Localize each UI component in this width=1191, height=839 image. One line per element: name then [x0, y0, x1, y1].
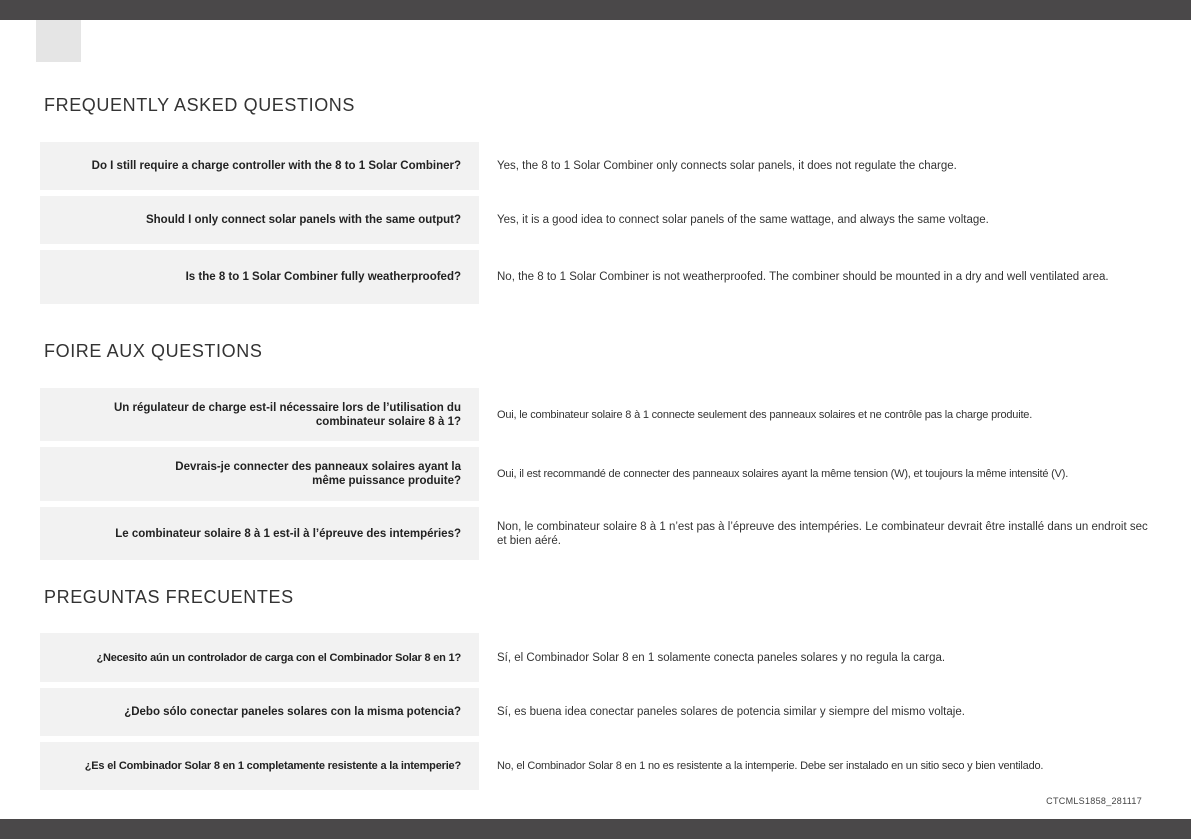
- faq-item: [40, 388, 1160, 441]
- bottom-bar: [0, 819, 1191, 839]
- faq-item: [40, 633, 1160, 682]
- faq-answer: No, el Combinador Solar 8 en 1 no es resistente a la intemperie. Debe ser instalado en un sitio seco y bien ventilado.: [497, 760, 1044, 772]
- faq-question: Un régulateur de charge est-il nécessaire lors de l’utilisation du combinateur solaire 8 à 1?: [40, 388, 479, 441]
- faq-item: [40, 196, 1160, 244]
- section-title-fr: FOIRE AUX QUESTIONS: [44, 341, 263, 361]
- faq-item: [40, 447, 1160, 501]
- faq-answer: Yes, it is a good idea to connect solar panels of the same wattage, and always the same voltage.: [497, 214, 989, 226]
- faq-item: [40, 507, 1160, 560]
- faq-answer: Sí, es buena idea conectar paneles solares de potencia similar y siempre del mismo voltaje.: [497, 706, 965, 718]
- faq-question: Devrais-je connecter des panneaux solaires ayant la même puissance produite?: [40, 447, 479, 501]
- faq-item: [40, 742, 1160, 790]
- faq-question: ¿Es el Combinador Solar 8 en 1 completamente resistente a la intemperie?: [40, 742, 479, 790]
- faq-question: Do I still require a charge controller with the 8 to 1 Solar Combiner?: [40, 142, 479, 190]
- faq-answer: Sí, el Combinador Solar 8 en 1 solamente conecta paneles solares y no regula la carga.: [497, 651, 946, 664]
- faq-answer: Oui, le combinateur solaire 8 à 1 connecte seulement des panneaux solaires et ne contrôle pas la charge produite.: [497, 408, 1033, 421]
- faq-item: [40, 142, 1160, 190]
- faq-question: Is the 8 to 1 Solar Combiner fully weatherproofed?: [40, 250, 479, 304]
- faq-answer: No, the 8 to 1 Solar Combiner is not weatherproofed. The combiner should be mounted in a dry and well ventilated area.: [497, 271, 1109, 283]
- faq-question: ¿Necesito aún un controlador de carga con el Combinador Solar 8 en 1?: [40, 633, 479, 682]
- faq-question: Le combinateur solaire 8 à 1 est-il à l’épreuve des intempéries?: [40, 507, 479, 560]
- faq-item: [40, 250, 1160, 304]
- document-code: CTCMLS1858_281117: [1046, 796, 1142, 806]
- faq-question: Should I only connect solar panels with the same output?: [40, 196, 479, 244]
- faq-answer: Oui, il est recommandé de connecter des panneaux solaires ayant la même tension (W), et toujours la même intensité (V).: [497, 468, 1069, 480]
- section-title-es: PREGUNTAS FRECUENTES: [44, 587, 294, 607]
- faq-answer: Non, le combinateur solaire 8 à 1 n’est pas à l’épreuve des intempéries. Le combinateur devrait être installé dans un endroit sec et bien aéré.: [497, 520, 1148, 547]
- faq-answer: Yes, the 8 to 1 Solar Combiner only connects solar panels, it does not regulate the charge.: [497, 160, 957, 172]
- top-bar: [0, 0, 1191, 20]
- page-tab: [36, 20, 81, 62]
- faq-question: ¿Debo sólo conectar paneles solares con la misma potencia?: [40, 688, 479, 736]
- section-title-en: FREQUENTLY ASKED QUESTIONS: [44, 95, 356, 115]
- faq-item: [40, 688, 1160, 736]
